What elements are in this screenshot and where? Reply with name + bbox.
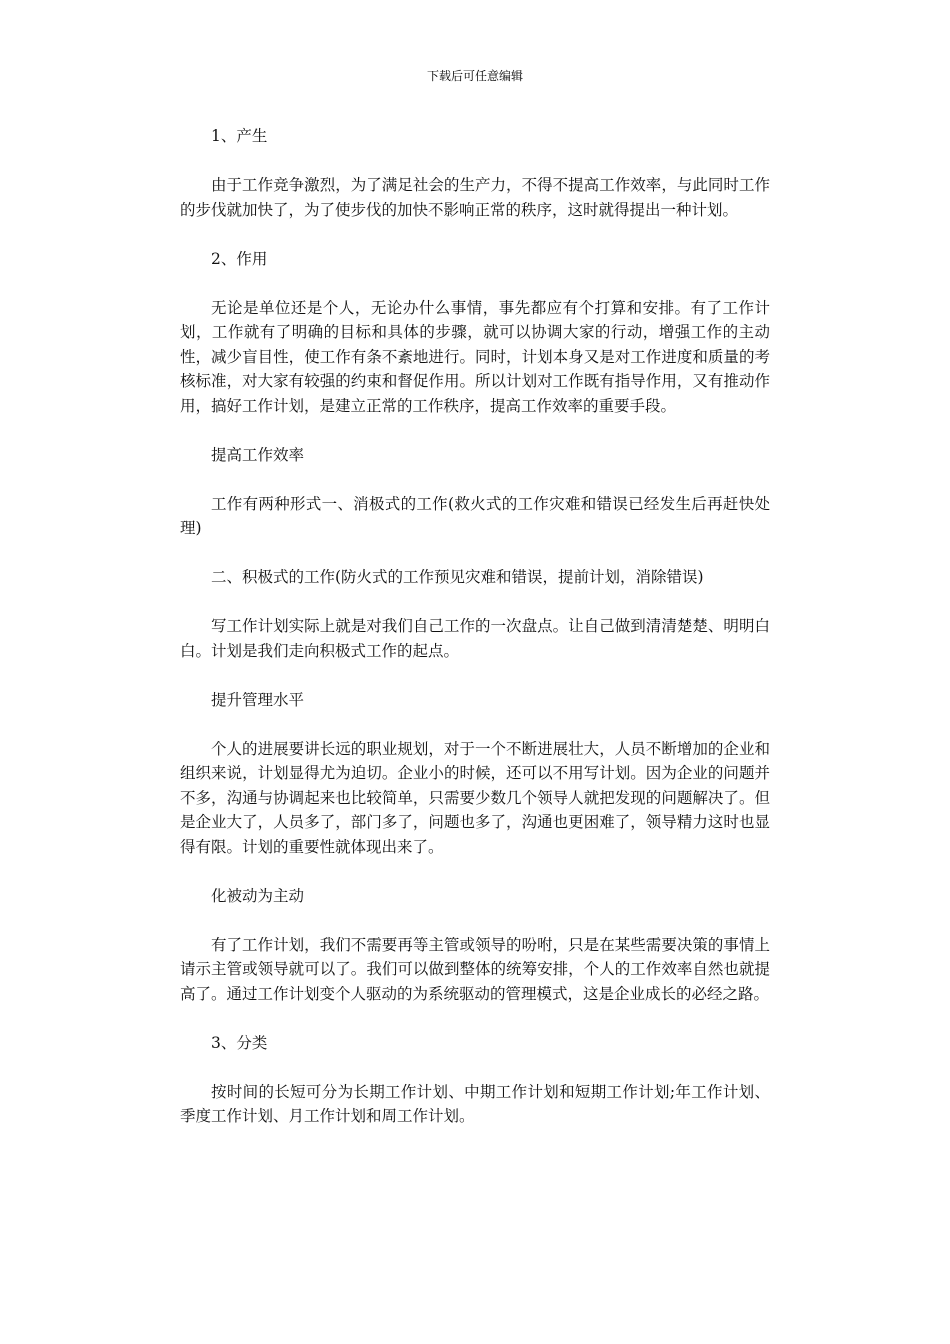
subheading-management: 提升管理水平 xyxy=(211,690,305,709)
subheading-proactive: 化被动为主动 xyxy=(211,886,305,905)
subheading-efficiency: 提高工作效率 xyxy=(211,445,305,464)
section-heading-classification: 3、分类 xyxy=(211,1033,268,1052)
paragraph-function: 无论是单位还是个人，无论办什么事情，事先都应有个打算和安排。有了工作计划，工作就有了明确的目标和具体的步骤，就可以协调大家的行动，增强工作的主动性，减少盲目性，使工作有条不紊地进行。同时，计划本身又是对工作进度和质量的考核标准，对大家有较强的约束和督促作用。所以计划对工作既有指导作用，又有推动作用，搞好工作计划，是建立正常的工作秩序，提高工作效率的重要手段。 xyxy=(180,298,770,415)
page-header: 下载后可任意编辑 xyxy=(426,69,523,83)
paragraph-plan-inventory: 写工作计划实际上就是对我们自己工作的一次盘点。让自己做到清清楚楚、明明白白。计划是我们走向积极式工作的起点。 xyxy=(180,617,770,660)
paragraph-proactive: 有了工作计划，我们不需要再等主管或领导的吩咐，只是在某些需要决策的事情上请示主管或领导就可以了。我们可以做到整体的统筹安排，个人的工作效率自然也就提高了。通过工作计划变个人驱动的为系统驱动的管理模式，这是企业成长的必经之路。 xyxy=(180,935,770,1003)
paragraph-produce: 由于工作竞争激烈，为了满足社会的生产力，不得不提高工作效率，与此同时工作的步伐就加快了，为了使步伐的加快不影响正常的秩序，这时就得提出一种计划。 xyxy=(180,176,770,219)
document-body xyxy=(180,124,770,1129)
paragraph-classification: 按时间的长短可分为长期工作计划、中期工作计划和短期工作计划;年工作计划、季度工作计划、月工作计划和周工作计划。 xyxy=(180,1082,770,1125)
section-heading-function: 2、作用 xyxy=(211,249,268,268)
paragraph-active-work: 二、积极式的工作(防火式的工作预见灾难和错误，提前计划，消除错误) xyxy=(211,568,704,586)
paragraph-management: 个人的进展要讲长远的职业规划，对于一个不断进展壮大，人员不断增加的企业和组织来说，计划显得尤为迫切。企业小的时候，还可以不用写计划。因为企业的问题并不多，沟通与协调起来也比较简单，只需要少数几个领导人就把发现的问题解决了。但是企业大了，人员多了，部门多了，问题也多了，沟通也更困难了，领导精力这时也显得有限。计划的重要性就体现出来了。 xyxy=(180,739,770,856)
paragraph-work-forms: 工作有两种形式一、消极式的工作(救火式的工作灾难和错误已经发生后再赶快处理) xyxy=(180,494,770,537)
section-heading-produce: 1、产生 xyxy=(211,127,268,145)
